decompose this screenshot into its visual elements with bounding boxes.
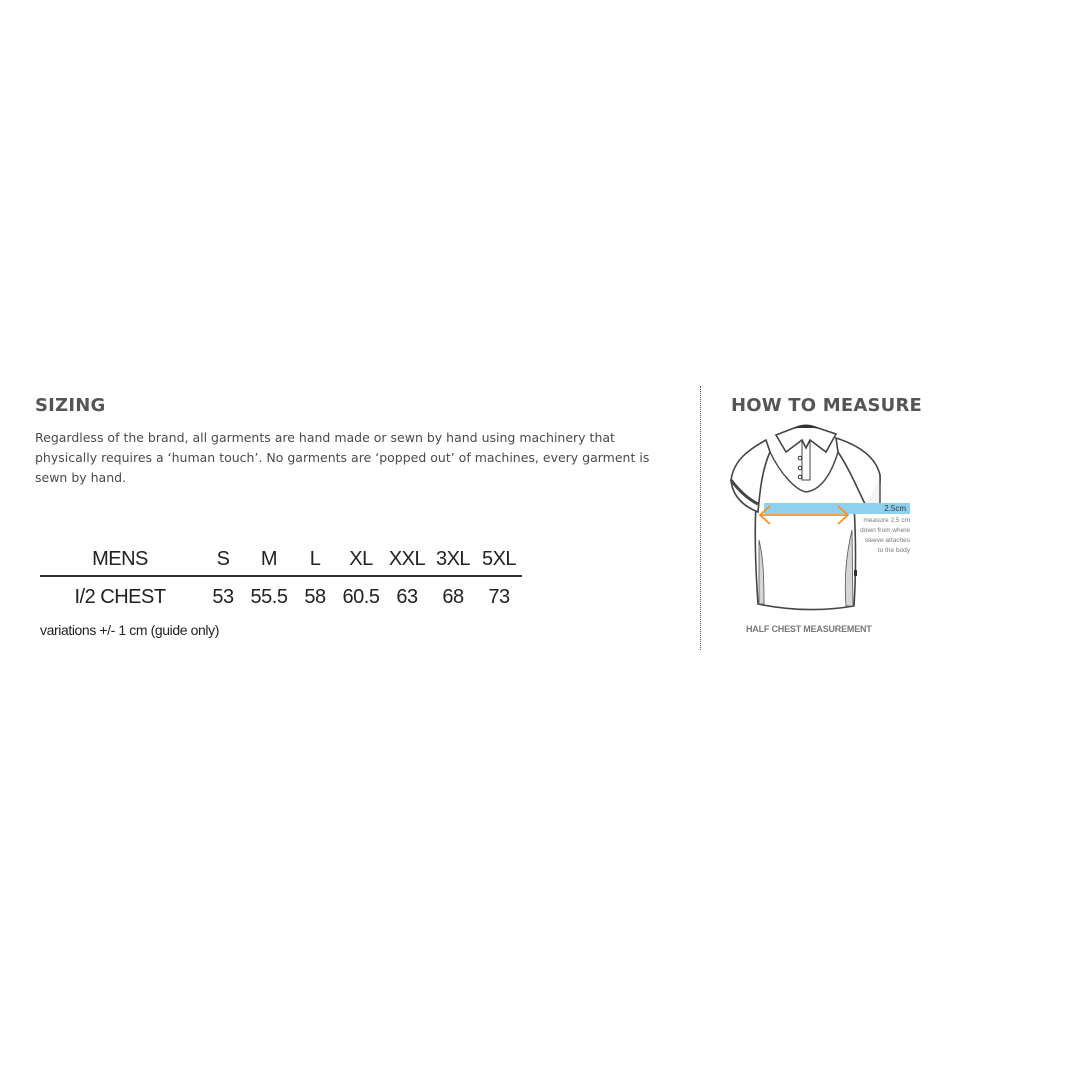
shirt-collar <box>776 427 836 453</box>
measure-value-label: 2.5cm <box>884 504 906 513</box>
shirt-side-tag <box>854 570 857 576</box>
measure-note-line: down from where <box>860 527 910 534</box>
how-to-measure-title: HOW TO MEASURE <box>731 395 923 416</box>
variations-note: variations +/- 1 cm (guide only) <box>40 622 220 638</box>
measure-note-line: sleeve attaches <box>864 537 910 544</box>
header-cell-3xl: 3XL <box>430 546 476 576</box>
size-table-row-half-chest <box>40 576 522 618</box>
value-cell-xl: 60.5 <box>342 586 380 608</box>
value-cell-l: 58 <box>304 586 326 608</box>
half-chest-measurement-label: HALF CHEST MEASUREMENT <box>746 624 872 634</box>
measure-note-line: measure 2.5 cm <box>863 517 910 524</box>
header-cell-xxl: XXL <box>384 546 430 576</box>
header-cell-5xl: 5XL <box>476 546 522 576</box>
shirt-button-2 <box>798 466 802 470</box>
value-cell-5xl: 73 <box>488 586 510 608</box>
sizing-title: SIZING <box>35 395 106 416</box>
value-cell-3xl: 68 <box>442 586 464 608</box>
shirt-button-1 <box>798 456 802 460</box>
value-cell-xxl: 63 <box>396 586 418 608</box>
size-table <box>40 546 522 618</box>
shirt-collar-back <box>794 425 818 428</box>
size-table-header-row <box>40 546 522 576</box>
shirt-raglan-line <box>770 452 838 492</box>
measure-note-line: to the body <box>877 547 910 554</box>
section-divider <box>700 386 701 650</box>
value-cell-m: 55.5 <box>250 586 288 608</box>
header-cell-xl: XL <box>338 546 384 576</box>
value-cell-s: 53 <box>212 586 234 608</box>
header-cell-l: L <box>292 546 338 576</box>
header-cell-s: S <box>200 546 246 576</box>
header-cell-mens: MENS <box>40 546 200 576</box>
row-label-half-chest: I/2 CHEST <box>74 586 166 608</box>
header-cell-m: M <box>246 546 292 576</box>
shirt-button-3 <box>798 475 802 479</box>
sizing-description: Regardless of the brand, all garments are hand made or sewn by hand using machinery that physically requires a ‘human touch’. No garments are ‘popped out’ of machines, every garment is sewn by hand. <box>35 430 650 485</box>
measure-note <box>842 516 910 556</box>
